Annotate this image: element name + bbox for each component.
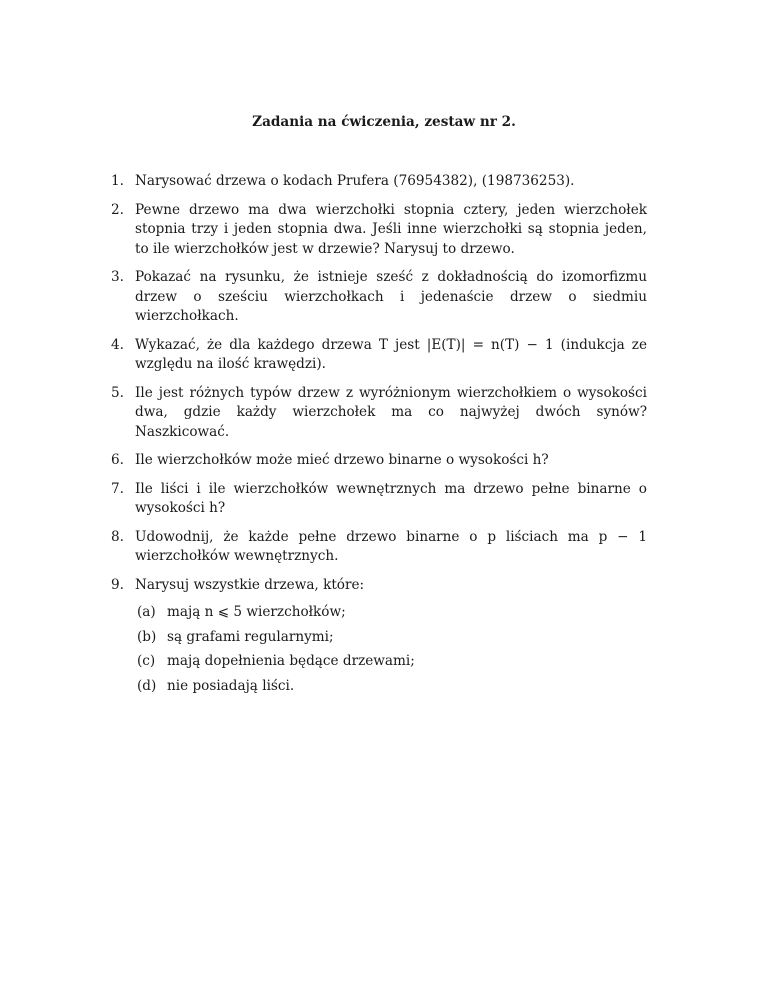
problem-text: Udowodnij, że każde pełne drzewo binarne o p liściach ma p − 1 wierzchołków wewnętrznych. [135,528,647,564]
problem-item [111,576,647,697]
problem-text: Ile wierzchołków może mieć drzewo binarne o wysokości h? [135,452,549,468]
problem-item [111,201,647,260]
problem-item [111,528,647,567]
problem-item [111,451,647,471]
subitem-letter: (d) [137,677,157,694]
problem-number: 3. [111,269,124,285]
problem-text: Pewne drzewo ma dwa wierzchołki stopnia cztery, jeden wierzchołek stopnia trzy i jeden stopnia dwa. Jeśli inne wierzchołki są stopnia jeden, to ile wierzchołków jest w drzewie? Narysuj to drzewo. [135,201,647,257]
subitem-text: mają n ⩽ 5 wierzchołków; [167,604,346,620]
problem-item [111,268,647,327]
problem-text: Ile jest różnych typów drzew z wyróżnionym wierzchołkiem o wysokości dwa, gdzie każdy wierzchołek ma co najwyżej dwóch synów? Naszkicować. [135,384,647,440]
problem-number: 8. [111,528,124,545]
problem-number: 9. [111,576,124,593]
subitem-text: są grafami regularnymi; [167,628,334,645]
subitem [135,603,647,623]
subitem-list [135,603,647,696]
subitem [135,677,647,697]
subitem [135,652,647,672]
document-title: Zadania na ćwiczenia, zestaw nr 2. [252,114,516,130]
problem-text: Narysuj wszystkie drzewa, które: [135,576,365,593]
problem-item [111,336,647,375]
subitem [135,628,647,648]
problem-text: Pokazać na rysunku, że istnieje sześć z dokładnością do izomorfizmu drzew o sześciu wierzchołkach i jedenaście drzew o siedmiu wierzchołkach. [135,269,647,324]
subitem-text: nie posiadają liści. [167,677,295,694]
problem-number: 5. [111,384,124,401]
problem-item [111,480,647,519]
problem-number: 4. [111,336,124,353]
problem-number: 6. [111,452,124,468]
problem-number: 1. [111,173,124,189]
problem-text: Wykazać, że dla każdego drzewa T jest |E(T)| = n(T) − 1 (indukcja ze względu na ilość krawędzi). [135,336,647,372]
problem-number: 2. [111,201,124,218]
problem-item [111,384,647,443]
subitem-text: mają dopełnienia będące drzewami; [167,653,415,669]
problem-text: Narysować drzewa o kodach Prufera (76954382), (198736253). [135,173,575,189]
problem-number: 7. [111,480,124,497]
subitem-letter: (c) [137,653,156,669]
subitem-letter: (a) [137,604,156,620]
problem-item [111,172,647,192]
subitem-letter: (b) [137,628,157,645]
problem-list [111,172,647,705]
problem-text: Ile liści i ile wierzchołków wewnętrznych ma drzewo pełne binarne o wysokości h? [135,480,647,516]
